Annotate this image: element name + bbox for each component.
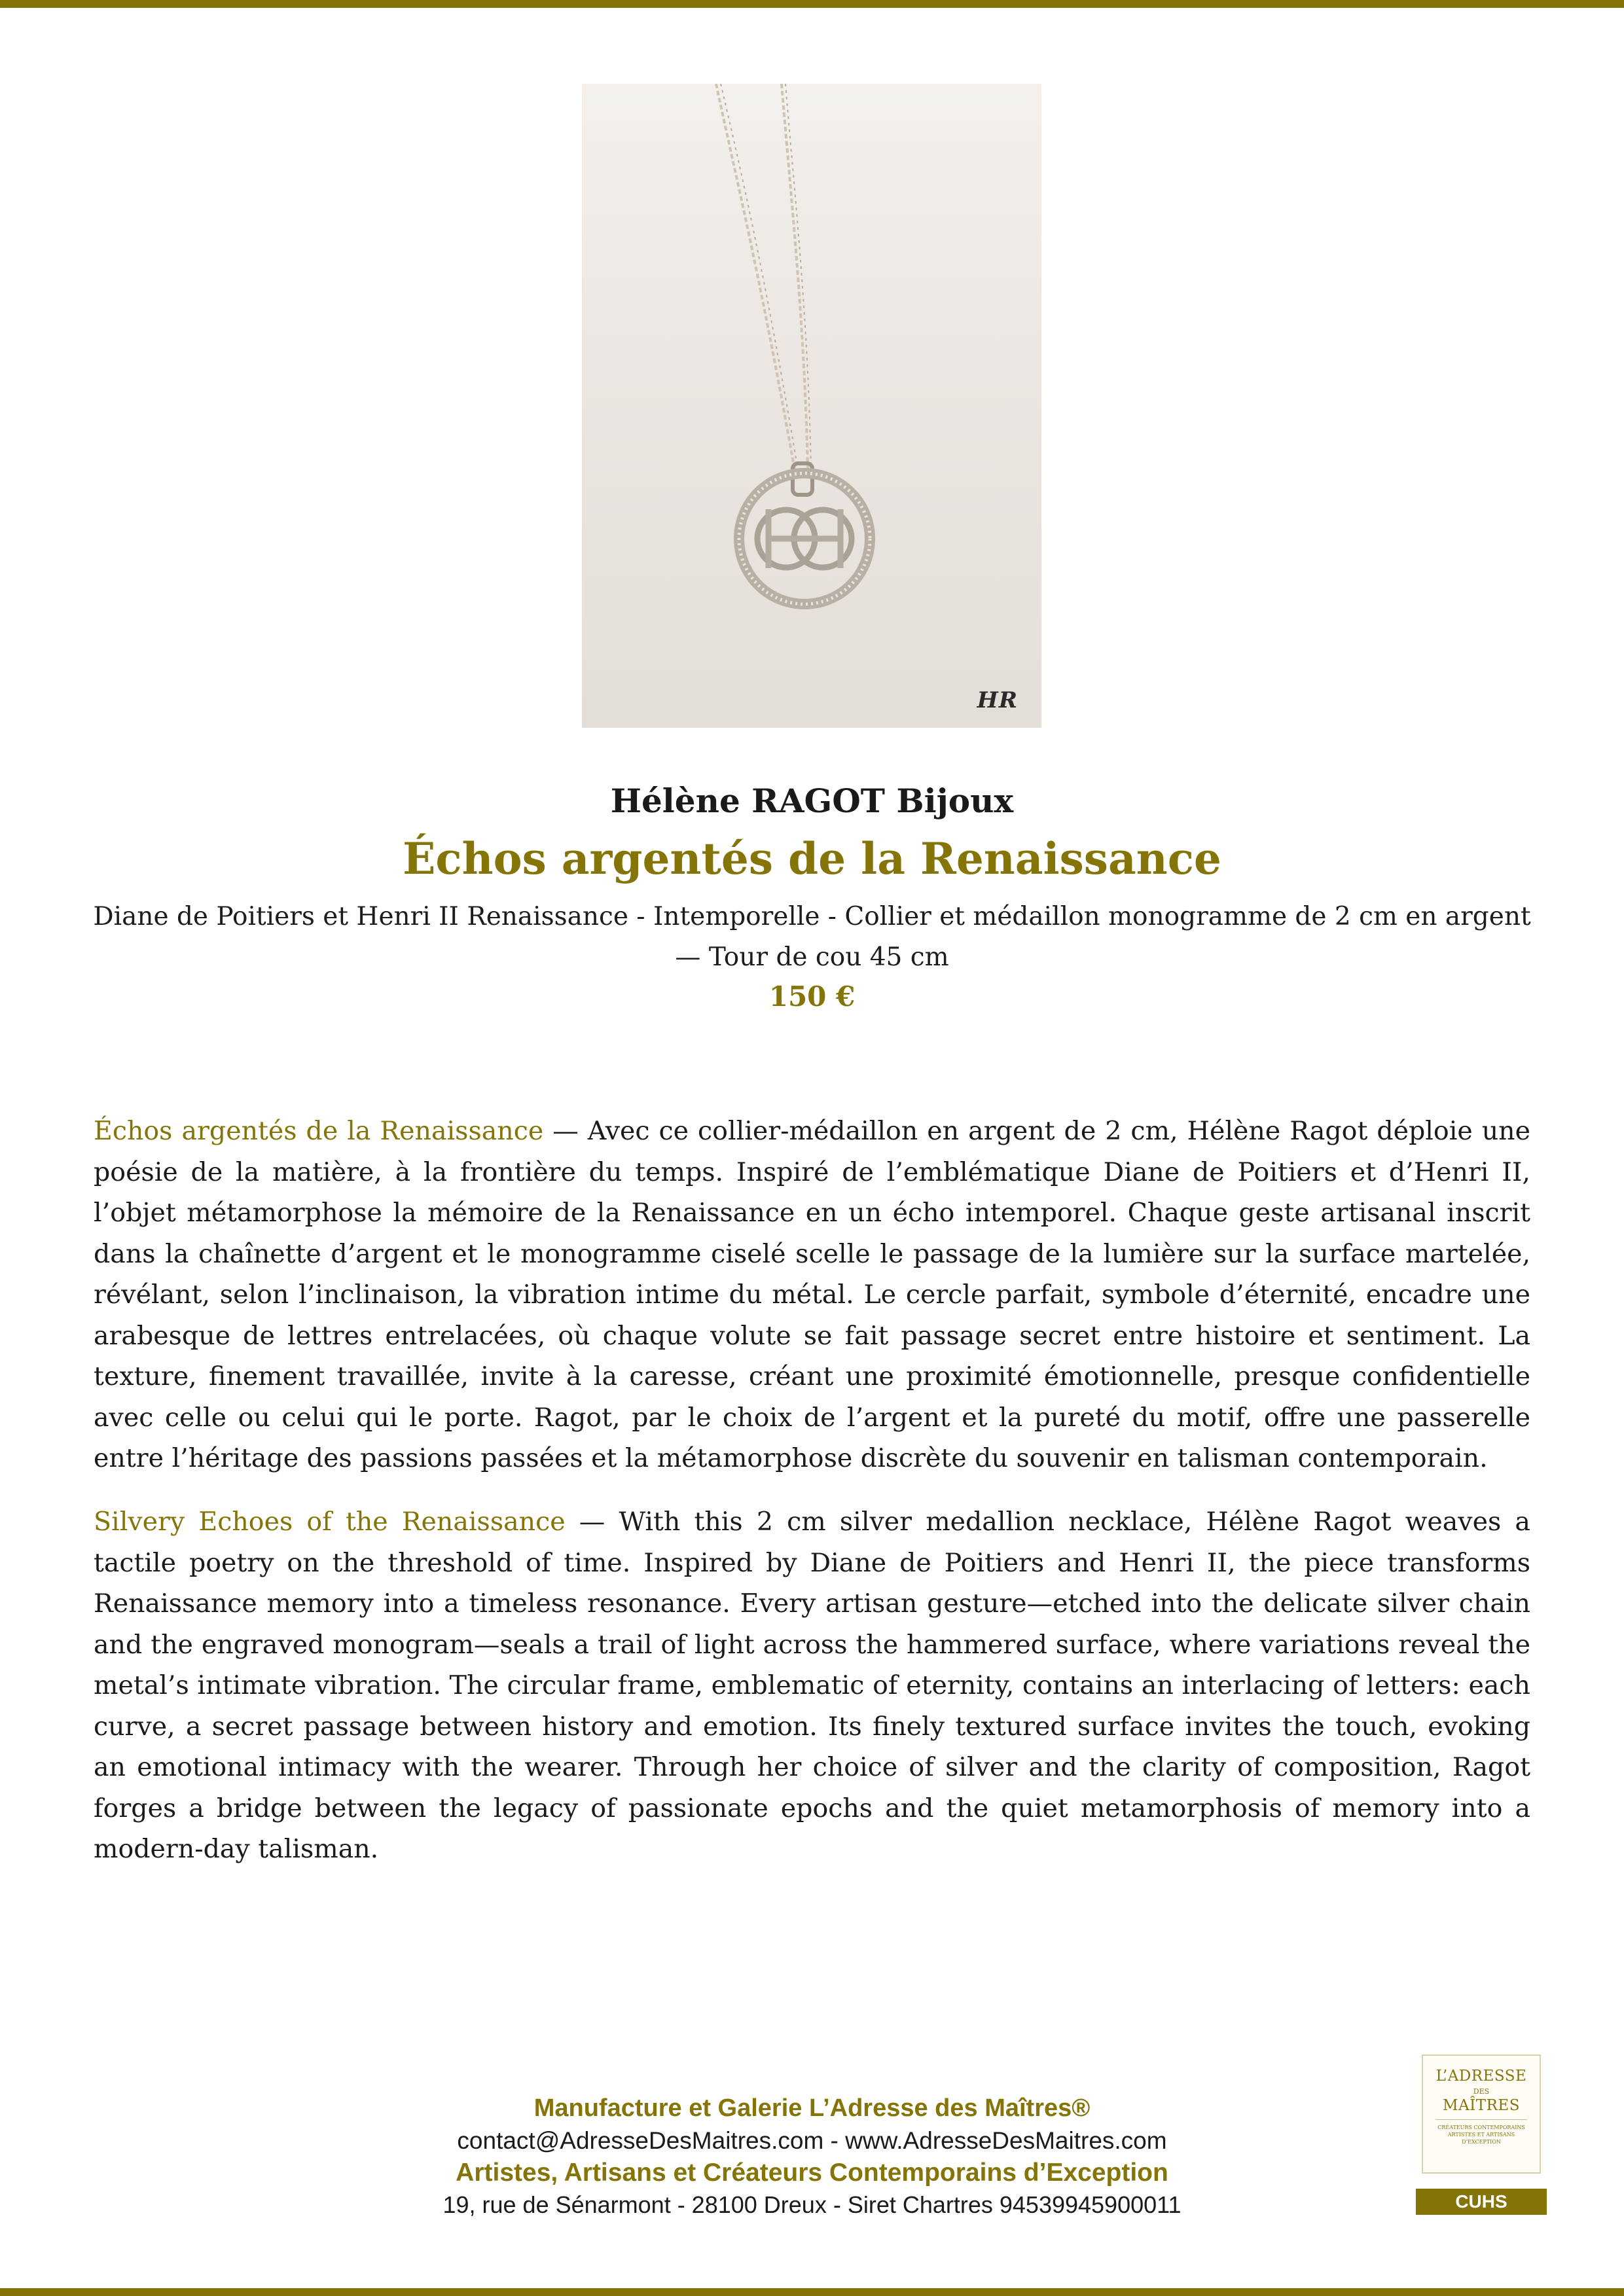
description-english (94, 1501, 1530, 1870)
logo-line-1: L’ADRESSE (1435, 2068, 1527, 2085)
product-photo (582, 84, 1041, 728)
footer-address: 19, rue de Sénarmont - 28100 Dreux - Siret Chartres 94539945900011 (442, 2191, 1182, 2218)
logo-divider (1435, 2119, 1527, 2120)
footer-gallery-name: Manufacture et Galerie L’Adresse des Maîtres® (533, 2094, 1091, 2122)
photo-watermark: HR (977, 687, 1018, 713)
description-english-lead: Silvery Echoes of the Renaissance (94, 1507, 566, 1537)
artist-name: Hélène RAGOT Bijoux (610, 781, 1014, 820)
product-price: 150 € (768, 980, 856, 1013)
footer-contact[interactable]: contact@AdresseDesMaitres.com - www.AdresseDesMaitres.com (457, 2127, 1167, 2154)
logo-badge: CUHS (1416, 2189, 1547, 2215)
product-subtitle: Diane de Poitiers et Henri II Renaissance - Intemporelle - Collier et médaillon monogramme de 2 cm en argent — Tour de cou 45 cm (93, 902, 1531, 972)
top-accent-bar (0, 0, 1624, 8)
gallery-logo (1422, 2054, 1541, 2174)
footer-tagline: Artistes, Artisans et Créateurs Contemporains d’Exception (456, 2159, 1168, 2187)
description-french-body: — Avec ce collier-médaillon en argent de 2 cm, Hélène Ragot déploie une poésie de la matière, à la frontière du temps. Inspiré de l’emblématique Diane de Poitiers et d’Henri II, l’objet métamorphose la mémoire de la Renaissance en un écho intemporel. Chaque geste artisanal inscrit dans la chaînette d’argent et le monogramme ciselé scelle le passage de la lumière sur la surface martelée, révélant, selon l’inclinaison, la vibration intime du métal. Le cercle parfait, symbole d’éternité, encadre une arabesque de lettres entrelacées, où chaque volute se fait passage secret entre histoire et sentiment. La texture, finement travaillée, invite à la caresse, créant une proximité émotionnelle, presque confidentielle avec celle ou celui qui le porte. Ragot, par le choix de l’argent et la pureté du motif, offre une passerelle entre l’héritage des passions passées et la métamorphose discrète du souvenir en talisman contemporain. (94, 1116, 1531, 1473)
necklace-illustration (582, 84, 1041, 728)
description-french-lead: Échos argentés de la Renaissance (94, 1116, 544, 1146)
description-english-body: — With this 2 cm silver medallion necklace, Hélène Ragot weaves a tactile poetry on the threshold of time. Inspired by Diane de Poitiers and Henri II, the piece transforms Renaissance memory into a timeless resonance. Every artisan gesture—etched into the delicate silver chain and the engraved monogram—seals a trail of light across the hammered surface, where variations reveal the metal’s intimate vibration. The circular frame, emblematic of eternity, contains an interlacing of letters: each curve, a secret passage between history and emotion. Its finely textured surface invites the touch, evoking an emotional intimacy with the wearer. Through her choice of silver and the clarity of composition, Ragot forges a bridge between the legacy of passionate epochs and the quiet metamorphosis of memory into a modern-day talisman. (94, 1507, 1530, 1864)
bottom-accent-bar (0, 2288, 1624, 2296)
logo-line-2: DES (1473, 2087, 1490, 2096)
logo-line-3: MAÎTRES (1443, 2097, 1520, 2114)
description-french (94, 1111, 1530, 1479)
logo-tagline: CRÉATEURS CONTEMPORAINS ARTISTES ET ARTISANS D’EXCEPTION (1437, 2125, 1525, 2145)
product-title: Échos argentés de la Renaissance (403, 833, 1221, 884)
